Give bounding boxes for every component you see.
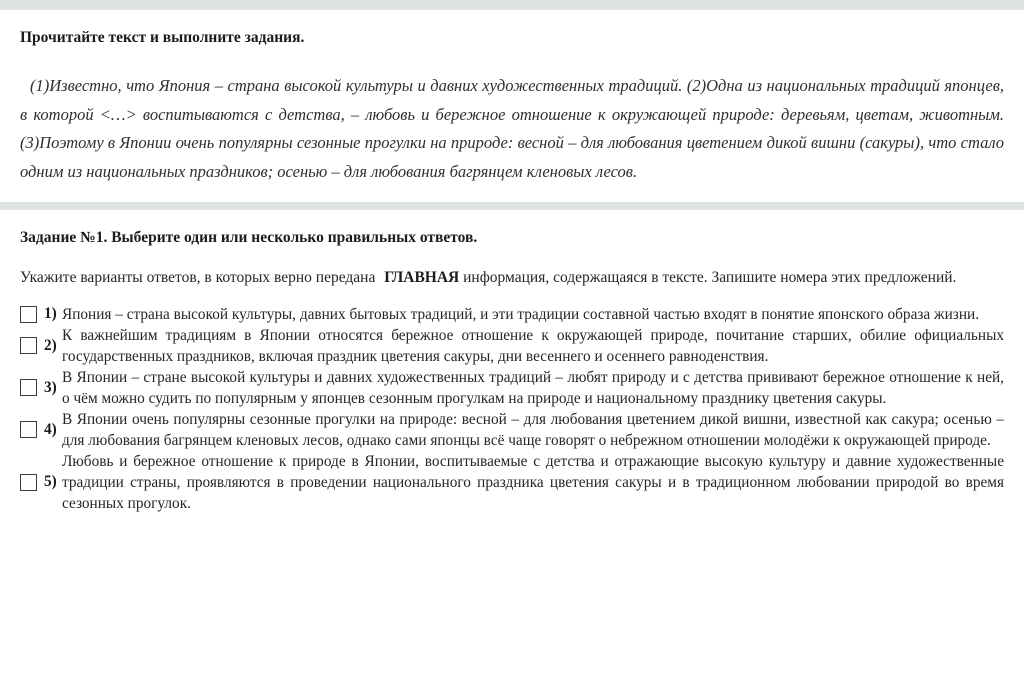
task-section [0, 210, 1024, 538]
answer-checkbox[interactable] [20, 421, 37, 438]
answer-checkbox[interactable] [20, 306, 37, 323]
option-marker [20, 337, 62, 355]
section-divider [0, 202, 1024, 210]
option-marker [20, 473, 62, 491]
answer-option-2 [20, 325, 1004, 367]
instruction-text-before: Укажите варианты ответов, в которых верно передана [20, 269, 376, 286]
option-number: 5) [44, 473, 57, 490]
option-text: К важнейшим традициям в Японии относятся бережное отношение к окружающей природе, почитание старших, обилие официальных государственных праздников, включая праздник цветения сакуры, дни весеннего и осеннего равноденствия. [62, 326, 1004, 365]
answer-option-4 [20, 409, 1004, 451]
options-list [20, 304, 1004, 514]
option-text: В Японии очень популярны сезонные прогулки на природе: весной – для любования цветением дикой вишни, известной как сакура; осенью – для любования багрянцем кленовых лесов, однако сами японцы всё чаще говорят о небрежном отношении молодёжи к окружающей природе. [62, 410, 1004, 449]
reading-section [0, 10, 1024, 202]
reading-title: Прочитайте текст и выполните задания. [20, 29, 305, 46]
option-text: Любовь и бережное отношение к природе в Японии, воспитываемые с детства и отражающие высокую культуру и давние художественные традиции страны, проявляются в проведении национального праздника цветения сакуры и в традиционном любовании природой во время сезонных прогулок. [62, 452, 1004, 512]
option-marker [20, 421, 62, 439]
option-text: Япония – страна высокой культуры, давних бытовых традиций, и эти традиции составной частью входят в понятие японского образа жизни. [62, 305, 980, 323]
option-number: 3) [44, 378, 57, 396]
task-title: Задание №1. Выберите один или несколько правильных ответов. [20, 229, 478, 246]
answer-option-3 [20, 367, 1004, 409]
option-number: 1) [44, 305, 57, 322]
option-marker [20, 379, 62, 397]
top-bar [0, 0, 1024, 10]
passage-text: (1)Известно, что Япония – страна высокой культуры и давних художественных традиций. (2)Одна из национальных традиций японцев, в которой <…> воспитываются с детства, – любовь и бережное отношение к окружающей природе: деревьям, цветам, животным. (3)Поэтому в Японии очень популярны сезонные прогулки на природе: весной – для любования цветением дикой вишни (сакуры), что стало одним из национальных праздников; осенью – для любования багрянцем кленовых лесов. [20, 76, 1004, 181]
answer-option-1 [20, 304, 1004, 325]
option-number: 2) [44, 336, 57, 354]
task-instruction [20, 268, 1004, 289]
option-text: В Японии – стране высокой культуры и давних художественных традиций – любят природу и с детства прививают бережное отношение к ней, о чём можно судить по популярным у японцев сезонным прогулкам на природе и национальному празднику цветения сакуры. [62, 368, 1004, 407]
answer-checkbox[interactable] [20, 337, 37, 354]
option-marker [20, 305, 62, 323]
answer-checkbox[interactable] [20, 474, 37, 491]
answer-checkbox[interactable] [20, 379, 37, 396]
option-number: 4) [44, 420, 57, 438]
instruction-text-after: информация, содержащаяся в тексте. Запишите номера этих предложений. [463, 269, 957, 286]
instruction-highlight-word: ГЛАВНАЯ [384, 269, 460, 286]
answer-option-5 [20, 451, 1004, 514]
